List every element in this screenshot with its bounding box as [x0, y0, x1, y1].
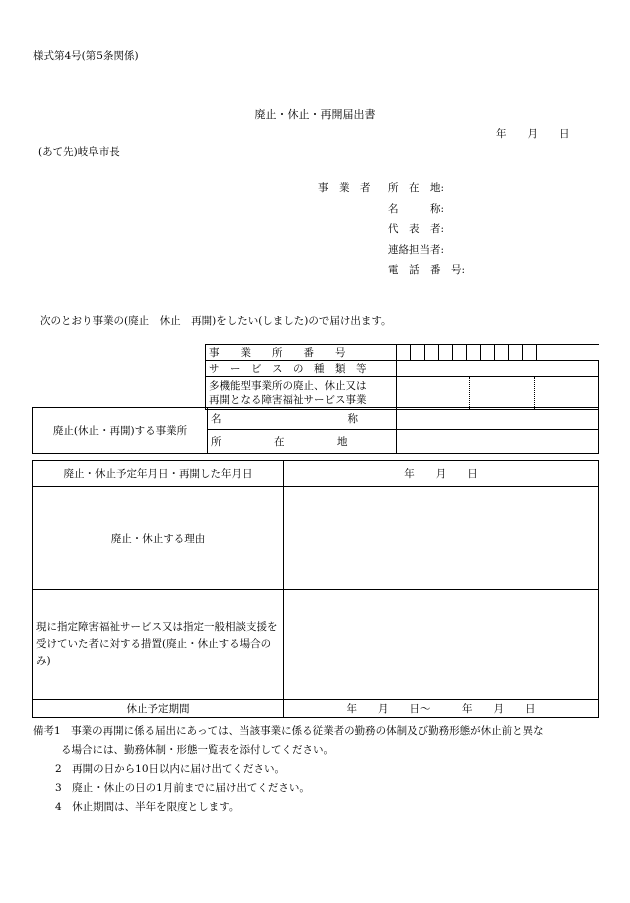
- office-number-label: 事 業 所 番 号: [206, 345, 397, 361]
- service-type-field[interactable]: [397, 361, 599, 377]
- name-label: 名 称:: [388, 202, 445, 215]
- multi-function-field[interactable]: [397, 377, 599, 410]
- multi-function-label-line1: 多機能型事業所の廃止、休止又は: [209, 380, 367, 392]
- office-location-field[interactable]: [397, 430, 599, 454]
- suspension-period-value[interactable]: 年 月 日～ 年 月 日: [284, 700, 599, 718]
- note-1b: る場合には、勤務体制・形態一覧表を添付してください。: [61, 744, 334, 756]
- multi-function-label: [206, 377, 397, 410]
- service-type-label: サ ー ビ ス の 種 類 等: [206, 361, 397, 377]
- schedule-value[interactable]: 年 月 日: [284, 461, 599, 487]
- phone-label: 電 話 番 号:: [388, 264, 466, 276]
- office-number-boxes[interactable]: [397, 345, 599, 361]
- reason-field[interactable]: [284, 487, 599, 590]
- office-name-label: 名 称: [208, 408, 397, 430]
- schedule-label: 廃止・休止予定年月日・再開した年月日: [33, 461, 284, 487]
- operator-prefix: 事 業 者: [318, 182, 371, 194]
- address-label: 所 在 地:: [388, 182, 445, 194]
- addressee: (あて先)岐阜市長: [38, 146, 120, 158]
- notes: [33, 722, 544, 817]
- note-3: 3 廃止・休止の日の1月前までに届け出てください。: [55, 782, 310, 794]
- details-table: [32, 460, 599, 718]
- office-info-table: [205, 344, 599, 410]
- note-2: 2 再開の日から10日以内に届け出てください。: [55, 763, 286, 775]
- reason-label: 廃止・休止する理由: [33, 487, 284, 590]
- submission-date: 年 月 日: [496, 128, 570, 140]
- multi-function-label-line2: 再開となる障害福祉サービス事業: [209, 394, 367, 406]
- page-title: 廃止・休止・再開届出書: [254, 108, 376, 121]
- intro-text: 次のとおり事業の(廃止 休止 再開)をしたい(しました)ので届け出ます。: [40, 315, 392, 327]
- office-location-label: 所 在 地: [208, 430, 397, 454]
- contact-label: 連絡担当者:: [388, 243, 445, 256]
- representative-label: 代 表 者:: [388, 223, 445, 235]
- office-label: 廃止(休止・再開)する事業所: [33, 408, 208, 454]
- note-4: 4 休止期間は、半年を限度とします。: [55, 801, 240, 813]
- suspension-period-label: 休止予定期間: [33, 700, 284, 718]
- measures-field[interactable]: [284, 590, 599, 700]
- business-operator-block: [318, 178, 465, 281]
- note-1a: 備考1 事業の再開に係る届出にあっては、当該事業に係る従業者の勤務の体制及び勤務形態が休止前と異な: [33, 725, 544, 737]
- form-number: 様式第4号(第5条関係): [33, 50, 139, 62]
- office-name-field[interactable]: [397, 408, 599, 430]
- measures-label: 現に指定障害福祉サービス又は指定一般相談支援を受けていた者に対する措置(廃止・休止する場合のみ): [33, 590, 284, 700]
- main-form-table: [32, 407, 599, 454]
